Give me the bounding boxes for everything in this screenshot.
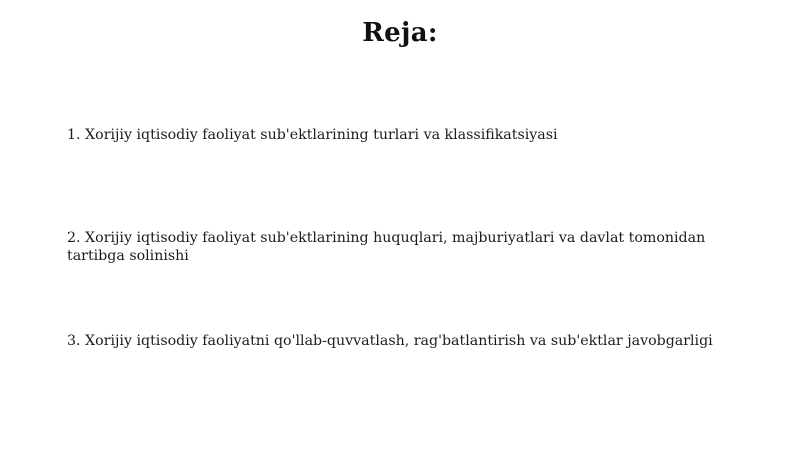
slide-title: Reja: bbox=[362, 18, 438, 48]
plan-item-1: 1. Xorijiy iqtisodiy faoliyat sub'ektlarining turlari va klassifikatsiyasi bbox=[67, 127, 558, 143]
plan-item-2: 2. Xorijiy iqtisodiy faoliyat sub'ektlarining huquqlari, majburiyatlari va davlat tomonidan tartibga solinishi bbox=[67, 230, 706, 264]
plan-item-3: 3. Xorijiy iqtisodiy faoliyatni qo'llab-quvvatlash, rag'batlantirish va sub'ektlar javobgarligi bbox=[67, 333, 713, 349]
